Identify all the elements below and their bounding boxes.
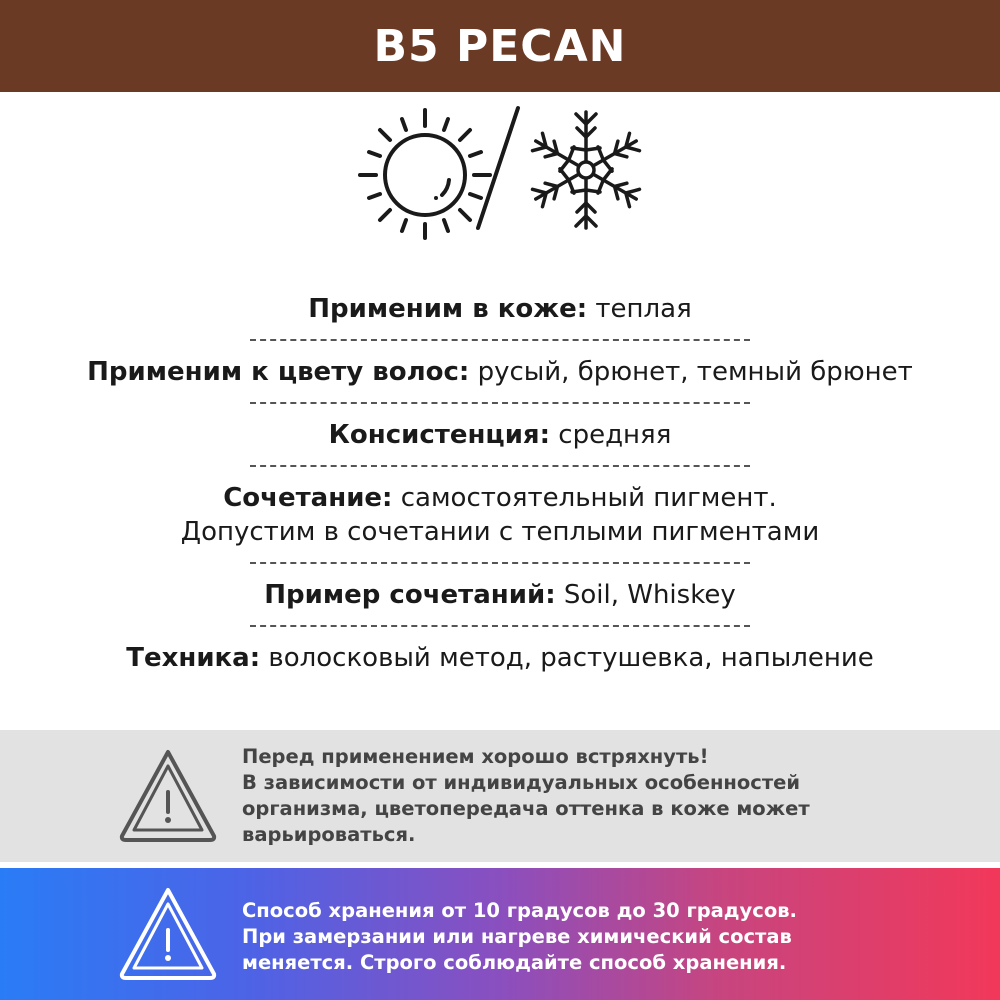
property-consistency bbox=[329, 418, 672, 452]
storage-line: При замерзании или нагреве химический состав bbox=[242, 925, 792, 948]
property-skin bbox=[308, 292, 692, 326]
property-label: Техника: bbox=[126, 643, 261, 673]
property-value: русый, брюнет, темный брюнет bbox=[477, 357, 913, 387]
storage-panel bbox=[0, 868, 1000, 1000]
product-title: B5 PECAN bbox=[373, 20, 627, 72]
property-value: самостоятельный пигмент. bbox=[400, 483, 777, 513]
property-value-line2: Допустим в сочетании с теплыми пигментами bbox=[180, 517, 820, 547]
snowflake-icon bbox=[529, 112, 643, 228]
dashed-divider bbox=[250, 402, 750, 404]
property-label: Применим к цвету волос: bbox=[87, 357, 470, 387]
property-label: Применим в коже: bbox=[308, 294, 588, 324]
property-label: Пример сочетаний: bbox=[264, 580, 556, 610]
season-icons bbox=[350, 100, 650, 240]
property-value: теплая bbox=[595, 294, 692, 324]
storage-line: меняется. Строго соблюдайте способ хранения. bbox=[242, 951, 787, 974]
storage-line: Способ хранения от 10 градусов до 30 градусов. bbox=[242, 899, 797, 922]
properties-list bbox=[0, 292, 1000, 675]
dashed-divider bbox=[250, 465, 750, 467]
property-technique bbox=[126, 641, 874, 675]
warning-panel bbox=[0, 730, 1000, 862]
dashed-divider bbox=[250, 339, 750, 341]
dashed-divider bbox=[250, 562, 750, 564]
warning-icon bbox=[118, 886, 218, 982]
warning-line: В зависимости от индивидуальных особенностей bbox=[242, 771, 801, 794]
property-label: Консистенция: bbox=[328, 420, 551, 450]
warning-icon bbox=[118, 748, 218, 844]
slash-icon bbox=[478, 108, 518, 228]
property-combination bbox=[181, 481, 820, 549]
property-examples bbox=[264, 578, 735, 612]
sun-icon bbox=[360, 110, 490, 238]
dashed-divider bbox=[250, 625, 750, 627]
property-value: Soil, Whiskey bbox=[563, 580, 736, 610]
storage-text bbox=[242, 898, 982, 976]
warning-text bbox=[242, 744, 982, 848]
warning-line: варьироваться. bbox=[242, 823, 416, 846]
warning-line: Перед применением хорошо встряхнуть! bbox=[242, 745, 709, 768]
property-label: Сочетание: bbox=[223, 483, 393, 513]
property-value: средняя bbox=[558, 420, 672, 450]
header-bar bbox=[0, 0, 1000, 92]
property-hair bbox=[87, 355, 913, 389]
warning-line: организма, цветопередача оттенка в коже может bbox=[242, 797, 810, 820]
property-value: волосковый метод, растушевка, напыление bbox=[268, 643, 874, 673]
